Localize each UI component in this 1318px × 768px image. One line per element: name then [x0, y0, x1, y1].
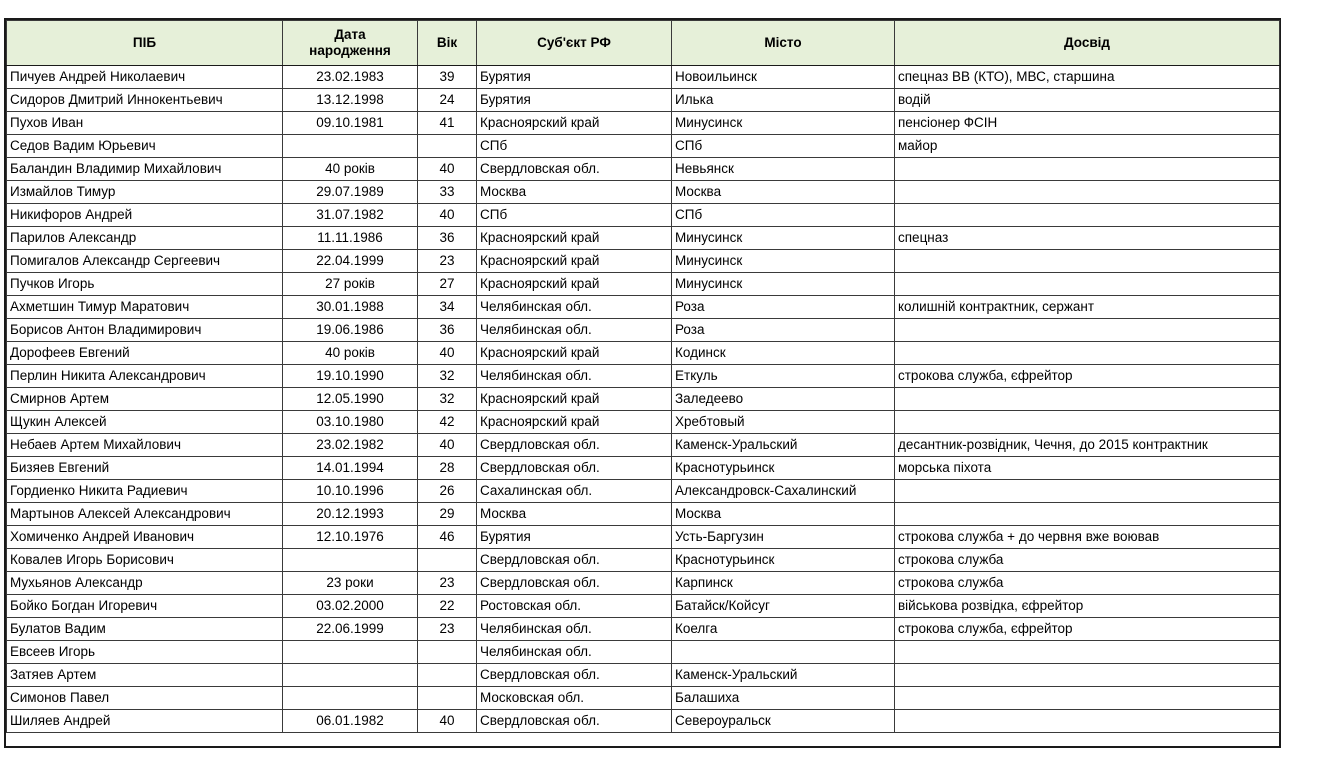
table-row: [7, 457, 1280, 480]
cell-age[interactable]: 42: [418, 411, 477, 434]
cell-city[interactable]: Минусинск: [672, 227, 895, 250]
cell-name[interactable]: Измайлов Тимур: [7, 181, 283, 204]
table-row: [7, 526, 1280, 549]
cell-city[interactable]: Каменск-Уральский: [672, 434, 895, 457]
cell-birth-date[interactable]: 12.05.1990: [283, 388, 418, 411]
cell-birth-date[interactable]: 20.12.1993: [283, 503, 418, 526]
cell-name[interactable]: Симонов Павел: [7, 687, 283, 710]
cell-experience[interactable]: строкова служба, єфрейтор: [895, 618, 1280, 641]
cell-name[interactable]: Парилов Александр: [7, 227, 283, 250]
cell-name[interactable]: Пичуев Андрей Николаевич: [7, 66, 283, 89]
table-row: [7, 250, 1280, 273]
table-row: [7, 89, 1280, 112]
cell-name[interactable]: Пучков Игорь: [7, 273, 283, 296]
table-row: [7, 319, 1280, 342]
cell-region[interactable]: Бурятия: [477, 66, 672, 89]
cell-age[interactable]: 36: [418, 227, 477, 250]
table-row: [7, 296, 1280, 319]
cell-region[interactable]: Челябинская обл.: [477, 365, 672, 388]
cell-birth-date[interactable]: 14.01.1994: [283, 457, 418, 480]
cell-birth-date[interactable]: 06.01.1982: [283, 710, 418, 733]
cell-name[interactable]: Никифоров Андрей: [7, 204, 283, 227]
cell-age[interactable]: [418, 641, 477, 664]
table-row: [7, 549, 1280, 572]
cell-age[interactable]: 46: [418, 526, 477, 549]
cell-birth-date[interactable]: 11.11.1986: [283, 227, 418, 250]
table-row: [7, 664, 1280, 687]
cell-birth-date[interactable]: 19.10.1990: [283, 365, 418, 388]
cell-city[interactable]: Батайск/Койсуг: [672, 595, 895, 618]
cell-city[interactable]: Илька: [672, 89, 895, 112]
cell-age[interactable]: 34: [418, 296, 477, 319]
cell-region[interactable]: Красноярский край: [477, 342, 672, 365]
table-row: [7, 112, 1280, 135]
cell-birth-date[interactable]: [283, 687, 418, 710]
cell-experience[interactable]: строкова служба: [895, 549, 1280, 572]
cell-name[interactable]: Ковалев Игорь Борисович: [7, 549, 283, 572]
table-row: [7, 411, 1280, 434]
cell-name[interactable]: Дорофеев Евгений: [7, 342, 283, 365]
cell-birth-date[interactable]: 10.10.1996: [283, 480, 418, 503]
table-row: [7, 66, 1280, 89]
cell-city[interactable]: Балашиха: [672, 687, 895, 710]
table-row: [7, 273, 1280, 296]
cell-age[interactable]: 28: [418, 457, 477, 480]
cell-experience[interactable]: [895, 342, 1280, 365]
cell-city[interactable]: Москва: [672, 503, 895, 526]
table-row: [7, 158, 1280, 181]
cell-experience[interactable]: строкова служба: [895, 572, 1280, 595]
cell-birth-date[interactable]: 09.10.1981: [283, 112, 418, 135]
cell-city[interactable]: Каменск-Уральский: [672, 664, 895, 687]
cell-region[interactable]: Красноярский край: [477, 411, 672, 434]
cell-region[interactable]: Бурятия: [477, 526, 672, 549]
cell-experience[interactable]: строкова служба, єфрейтор: [895, 365, 1280, 388]
cell-name[interactable]: Седов Вадим Юрьевич: [7, 135, 283, 158]
cell-city[interactable]: Заледеево: [672, 388, 895, 411]
cell-birth-date[interactable]: 03.02.2000: [283, 595, 418, 618]
cell-region[interactable]: Свердловская обл.: [477, 664, 672, 687]
cell-region[interactable]: Москва: [477, 503, 672, 526]
cell-birth-date[interactable]: 13.12.1998: [283, 89, 418, 112]
cell-experience[interactable]: строкова служба + до червня вже воював: [895, 526, 1280, 549]
cell-name[interactable]: Смирнов Артем: [7, 388, 283, 411]
cell-birth-date[interactable]: 22.04.1999: [283, 250, 418, 273]
cell-age[interactable]: 40: [418, 342, 477, 365]
cell-name[interactable]: Мухьянов Александр: [7, 572, 283, 595]
table-row: [7, 641, 1280, 664]
cell-city[interactable]: Кодинск: [672, 342, 895, 365]
cell-region[interactable]: Челябинская обл.: [477, 641, 672, 664]
cell-experience[interactable]: [895, 503, 1280, 526]
cell-birth-date[interactable]: 23 роки: [283, 572, 418, 595]
cell-region[interactable]: СПб: [477, 135, 672, 158]
cell-age[interactable]: 23: [418, 572, 477, 595]
cell-city[interactable]: Новоильинск: [672, 66, 895, 89]
cell-experience[interactable]: [895, 388, 1280, 411]
cell-name[interactable]: Помигалов Александр Сергеевич: [7, 250, 283, 273]
cell-region[interactable]: Свердловская обл.: [477, 710, 672, 733]
cell-region[interactable]: Красноярский край: [477, 250, 672, 273]
cell-age[interactable]: 40: [418, 434, 477, 457]
cell-age[interactable]: 26: [418, 480, 477, 503]
cell-experience[interactable]: десантник-розвідник, Чечня, до 2015 контрактник: [895, 434, 1280, 457]
spreadsheet-table-frame: [4, 18, 1281, 748]
cell-age[interactable]: 23: [418, 250, 477, 273]
cell-birth-date[interactable]: 27 років: [283, 273, 418, 296]
cell-age[interactable]: 23: [418, 618, 477, 641]
cell-experience[interactable]: майор: [895, 135, 1280, 158]
cell-age[interactable]: 32: [418, 365, 477, 388]
table-row: [7, 480, 1280, 503]
cell-region[interactable]: Красноярский край: [477, 227, 672, 250]
cell-region[interactable]: Челябинская обл.: [477, 618, 672, 641]
cell-age[interactable]: 39: [418, 66, 477, 89]
header-row: [7, 21, 1280, 66]
cell-city[interactable]: Краснотурьинск: [672, 457, 895, 480]
cell-age[interactable]: 40: [418, 158, 477, 181]
header-city[interactable]: Місто: [672, 21, 895, 66]
cell-name[interactable]: Булатов Вадим: [7, 618, 283, 641]
cell-age[interactable]: 40: [418, 204, 477, 227]
cell-age[interactable]: [418, 135, 477, 158]
cell-region[interactable]: Челябинская обл.: [477, 319, 672, 342]
cell-birth-date[interactable]: [283, 664, 418, 687]
cell-age[interactable]: 22: [418, 595, 477, 618]
table-row: [7, 227, 1280, 250]
cell-region[interactable]: Московская обл.: [477, 687, 672, 710]
cell-region[interactable]: Сахалинская обл.: [477, 480, 672, 503]
cell-birth-date[interactable]: 03.10.1980: [283, 411, 418, 434]
cell-birth-date[interactable]: 19.06.1986: [283, 319, 418, 342]
cell-age[interactable]: 32: [418, 388, 477, 411]
header-name[interactable]: ПІБ: [7, 21, 283, 66]
cell-birth-date[interactable]: 23.02.1983: [283, 66, 418, 89]
cell-city[interactable]: Еткуль: [672, 365, 895, 388]
cell-age[interactable]: 41: [418, 112, 477, 135]
cell-region[interactable]: Свердловская обл.: [477, 457, 672, 480]
cell-experience[interactable]: [895, 250, 1280, 273]
table-row: [7, 618, 1280, 641]
cell-experience[interactable]: [895, 641, 1280, 664]
header-age[interactable]: Вік: [418, 21, 477, 66]
cell-experience[interactable]: [895, 710, 1280, 733]
cell-birth-date[interactable]: 23.02.1982: [283, 434, 418, 457]
table-body: [7, 66, 1280, 733]
cell-city[interactable]: Коелга: [672, 618, 895, 641]
cell-region[interactable]: Свердловская обл.: [477, 549, 672, 572]
cell-city[interactable]: СПб: [672, 135, 895, 158]
cell-birth-date[interactable]: 29.07.1989: [283, 181, 418, 204]
cell-name[interactable]: Шиляев Андрей: [7, 710, 283, 733]
cell-name[interactable]: Баландин Владимир Михайлович: [7, 158, 283, 181]
table-row: [7, 595, 1280, 618]
table-row: [7, 503, 1280, 526]
table-row: [7, 572, 1280, 595]
cell-city[interactable]: Хребтовый: [672, 411, 895, 434]
cell-region[interactable]: СПб: [477, 204, 672, 227]
cell-age[interactable]: [418, 549, 477, 572]
cell-name[interactable]: Борисов Антон Владимирович: [7, 319, 283, 342]
cell-experience[interactable]: [895, 181, 1280, 204]
cell-name[interactable]: Ахметшин Тимур Маратович: [7, 296, 283, 319]
cell-name[interactable]: Гордиенко Никита Радиевич: [7, 480, 283, 503]
cell-age[interactable]: 29: [418, 503, 477, 526]
cell-region[interactable]: Москва: [477, 181, 672, 204]
table-row: [7, 388, 1280, 411]
cell-name[interactable]: Затяев Артем: [7, 664, 283, 687]
cell-region[interactable]: Свердловская обл.: [477, 572, 672, 595]
cell-city[interactable]: Москва: [672, 181, 895, 204]
cell-age[interactable]: 33: [418, 181, 477, 204]
cell-name[interactable]: Сидоров Дмитрий Иннокентьевич: [7, 89, 283, 112]
cell-birth-date[interactable]: 40 років: [283, 158, 418, 181]
table-row: [7, 434, 1280, 457]
cell-age[interactable]: [418, 664, 477, 687]
cell-city[interactable]: Невьянск: [672, 158, 895, 181]
cell-experience[interactable]: спецназ ВВ (КТО), МВС, старшина: [895, 66, 1280, 89]
table-row: [7, 342, 1280, 365]
cell-age[interactable]: 36: [418, 319, 477, 342]
cell-region[interactable]: Челябинская обл.: [477, 296, 672, 319]
cell-city[interactable]: Усть-Баргузин: [672, 526, 895, 549]
table-row: [7, 710, 1280, 733]
cell-region[interactable]: Красноярский край: [477, 273, 672, 296]
cell-experience[interactable]: [895, 158, 1280, 181]
cell-city[interactable]: [672, 641, 895, 664]
cell-experience[interactable]: [895, 664, 1280, 687]
cell-experience[interactable]: [895, 480, 1280, 503]
cell-experience[interactable]: військова розвідка, єфрейтор: [895, 595, 1280, 618]
cell-name[interactable]: Щукин Алексей: [7, 411, 283, 434]
header-experience[interactable]: Досвід: [895, 21, 1280, 66]
cell-experience[interactable]: морська піхота: [895, 457, 1280, 480]
table-row: [7, 181, 1280, 204]
cell-region[interactable]: Ростовская обл.: [477, 595, 672, 618]
cell-city[interactable]: Краснотурьинск: [672, 549, 895, 572]
cell-age[interactable]: 40: [418, 710, 477, 733]
cell-name[interactable]: Бойко Богдан Игоревич: [7, 595, 283, 618]
cell-experience[interactable]: пенсіонер ФСІН: [895, 112, 1280, 135]
cell-birth-date[interactable]: [283, 135, 418, 158]
cell-experience[interactable]: [895, 273, 1280, 296]
cell-name[interactable]: Мартынов Алексей Александрович: [7, 503, 283, 526]
header-birth-date-label: Дата народження: [309, 27, 391, 58]
cell-region[interactable]: Красноярский край: [477, 112, 672, 135]
table-row: [7, 687, 1280, 710]
cell-birth-date[interactable]: 12.10.1976: [283, 526, 418, 549]
cell-birth-date[interactable]: 40 років: [283, 342, 418, 365]
header-birth-date[interactable]: [283, 21, 418, 66]
table-row: [7, 204, 1280, 227]
cell-city[interactable]: Александровск-Сахалинский: [672, 480, 895, 503]
cell-name[interactable]: Пухов Иван: [7, 112, 283, 135]
cell-region[interactable]: Свердловская обл.: [477, 158, 672, 181]
cell-city[interactable]: Минусинск: [672, 112, 895, 135]
cell-city[interactable]: Минусинск: [672, 273, 895, 296]
cell-experience[interactable]: спецназ: [895, 227, 1280, 250]
cell-experience[interactable]: [895, 411, 1280, 434]
cell-city[interactable]: Карпинск: [672, 572, 895, 595]
cell-age[interactable]: [418, 687, 477, 710]
cell-city[interactable]: Роза: [672, 319, 895, 342]
cell-birth-date[interactable]: [283, 549, 418, 572]
cell-age[interactable]: 24: [418, 89, 477, 112]
cell-age[interactable]: 27: [418, 273, 477, 296]
cell-name[interactable]: Бизяев Евгений: [7, 457, 283, 480]
table-row: [7, 365, 1280, 388]
cell-experience[interactable]: [895, 687, 1280, 710]
header-region[interactable]: Суб'єкт РФ: [477, 21, 672, 66]
cell-region[interactable]: Красноярский край: [477, 388, 672, 411]
cell-experience[interactable]: [895, 204, 1280, 227]
cell-experience[interactable]: водій: [895, 89, 1280, 112]
cell-birth-date[interactable]: [283, 641, 418, 664]
cell-name[interactable]: Перлин Никита Александрович: [7, 365, 283, 388]
cell-experience[interactable]: колишній контрактник, сержант: [895, 296, 1280, 319]
cell-name[interactable]: Хомиченко Андрей Иванович: [7, 526, 283, 549]
cell-birth-date[interactable]: 30.01.1988: [283, 296, 418, 319]
table-row: [7, 135, 1280, 158]
cell-city[interactable]: Роза: [672, 296, 895, 319]
cell-name[interactable]: Небаев Артем Михайлович: [7, 434, 283, 457]
cell-name[interactable]: Евсеев Игорь: [7, 641, 283, 664]
cell-city[interactable]: Минусинск: [672, 250, 895, 273]
cell-birth-date[interactable]: 31.07.1982: [283, 204, 418, 227]
cell-experience[interactable]: [895, 319, 1280, 342]
cell-city[interactable]: СПб: [672, 204, 895, 227]
data-table: [6, 20, 1280, 733]
cell-region[interactable]: Свердловская обл.: [477, 434, 672, 457]
cell-birth-date[interactable]: 22.06.1999: [283, 618, 418, 641]
cell-region[interactable]: Бурятия: [477, 89, 672, 112]
cell-city[interactable]: Североуральск: [672, 710, 895, 733]
